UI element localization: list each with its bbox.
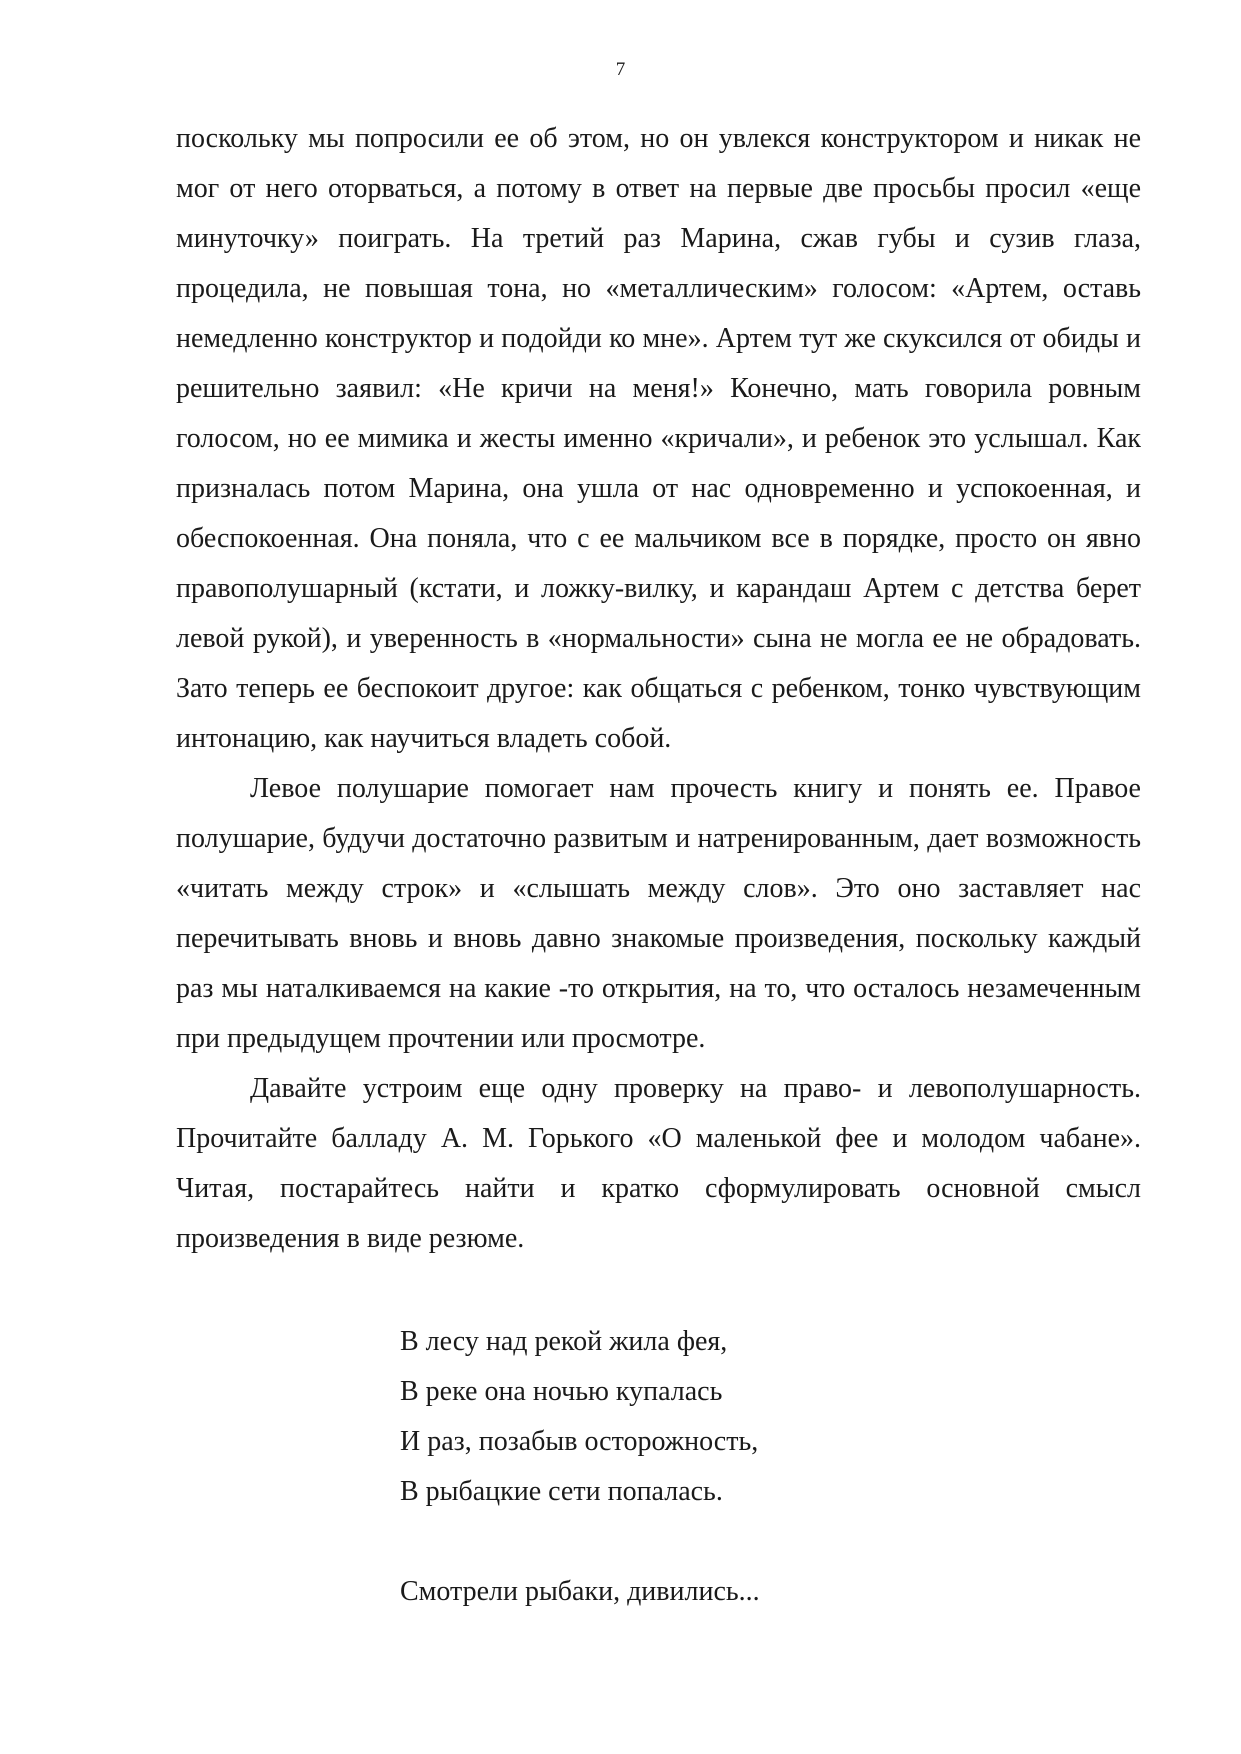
paragraph-continuation: поскольку мы попросили ее об этом, но он увлекся конструктором и никак не мог от него оторваться, а потому в ответ на первые две просьбы просил «еще минуточку» поиграть. На третий раз Марина, сжав губы и сузив глаза, процедила, не повышая тона, но «металлическим» голосом: «Артем, оставь немедленно конструктор и подойди ко мне». Артем тут же скуксился от обиды и решительно заявил: «Не кричи на меня!» Конечно, мать говорила ровным голосом, но ее мимика и жесты именно «кричали», и ребенок это услышал. Как призналась потом Марина, она ушла от нас одновременно и успокоенная, и обеспокоенная. Она поняла, что с ее мальчиком все в порядке, просто он явно правополушарный (кстати, и ложку-вилку, и карандаш Артем с детства берет левой рукой), и уверенность в «нормальности» сына не могла ее не обрадовать. Зато теперь ее беспокоит другое: как общаться с ребенком, тонко чувствующим интонацию, как научиться владеть собой. (176, 123, 1141, 754)
poem-line: В реке она ночью купалась (400, 1376, 723, 1407)
paragraph-ballad-intro: Давайте устроим еще одну проверку на право- и левополушарность. Прочитайте балладу А. М. Горького «О маленькой фее и молодом чабане». Читая, постарайтесь найти и кратко сформулировать основной смысл произведения в виде резюме. (176, 1073, 1141, 1254)
poem-line: И раз, позабыв осторожность, (400, 1426, 759, 1457)
poem-line: В лесу над рекой жила фея, (400, 1326, 728, 1357)
poem-stanza (400, 1567, 760, 1617)
paragraph-hemispheres: Левое полушарие помогает нам прочесть книгу и понять ее. Правое полушарие, будучи достаточно развитым и натренированным, дает возможность «читать между строк» и «слышать между слов». Это оно заставляет нас перечитывать вновь и вновь давно знакомые произведения, поскольку каждый раз мы наталкиваемся на какие -то открытия, на то, что осталось незамеченным при предыдущем прочтении или просмотре. (176, 773, 1141, 1054)
body-text (176, 114, 1141, 1264)
poem-line: В рыбацкие сети попалась. (400, 1476, 723, 1507)
poem-stanza (400, 1317, 760, 1517)
poem-line: Смотрели рыбаки, дивились... (400, 1576, 760, 1607)
page-number: 7 (615, 59, 626, 80)
poem-excerpt (400, 1317, 760, 1617)
